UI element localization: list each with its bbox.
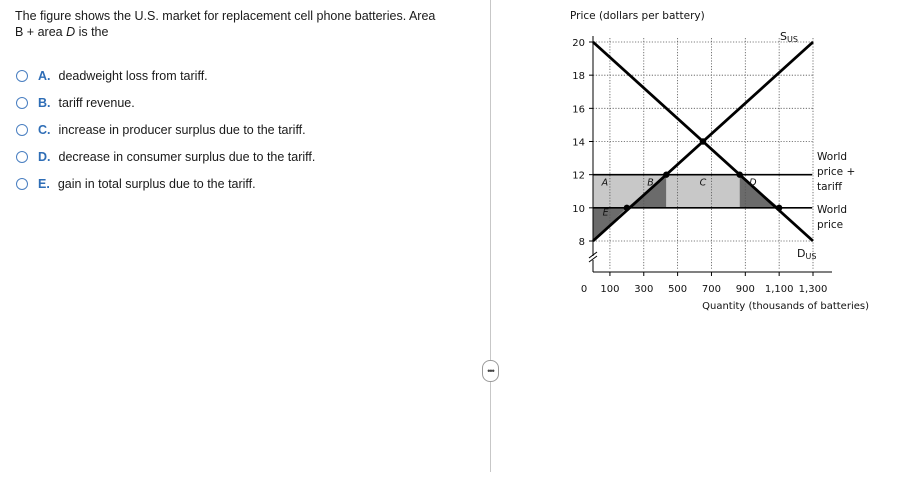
- area-label-b: B: [647, 177, 654, 189]
- radio-button-icon[interactable]: [16, 70, 28, 82]
- y-tick-label-10: 10: [572, 203, 585, 215]
- option-text: tariff revenue.: [58, 95, 135, 110]
- world-price-plus-tariff-label: tariff: [817, 181, 843, 193]
- tariff-chart: [492, 0, 918, 472]
- radio-button-icon[interactable]: [16, 97, 28, 109]
- y-tick-label-18: 18: [572, 71, 585, 83]
- x-tick-label-700: 700: [701, 284, 722, 295]
- y-tick-label-14: 14: [572, 137, 585, 149]
- intersection-point-2: [776, 205, 782, 211]
- option-letter: A.: [38, 68, 51, 83]
- y-tick-label-20: 20: [572, 38, 585, 49]
- demand-curve-label: DUS: [797, 247, 817, 261]
- origin-label: 0: [580, 284, 588, 295]
- radio-button-icon[interactable]: [16, 124, 28, 136]
- option-text: decrease in consumer surplus due to the tariff.: [58, 149, 316, 164]
- pane-divider[interactable]: [490, 0, 491, 472]
- world-price-plus-tariff-label: World: [817, 151, 848, 163]
- option-letter: B.: [38, 95, 51, 110]
- radio-button-icon[interactable]: [16, 178, 28, 190]
- supply-curve-label: SUS: [780, 30, 798, 44]
- question-line-1: The figure shows the U.S. market for replacement cell phone batteries. Area: [15, 9, 436, 23]
- world-price-label: price: [817, 219, 844, 231]
- x-tick-label-900: 900: [735, 284, 755, 295]
- tariff-figure: [492, 0, 918, 472]
- question-line-2-area: D: [66, 25, 76, 39]
- answer-options: [16, 62, 315, 197]
- option-b[interactable]: [16, 89, 315, 116]
- y-tick-label-12: 12: [572, 170, 585, 182]
- option-c[interactable]: [16, 116, 315, 143]
- intersection-point-1: [624, 205, 630, 211]
- question-line-2-suffix: is the: [75, 25, 109, 39]
- x-tick-label-1100: 1,100: [764, 284, 794, 295]
- x-tick-label-300: 300: [634, 284, 654, 295]
- option-letter: C.: [38, 122, 51, 137]
- option-letter: D.: [38, 149, 51, 164]
- option-d[interactable]: [16, 143, 315, 170]
- question-line-2-prefix: B + area: [15, 25, 67, 39]
- option-e[interactable]: [16, 170, 315, 197]
- area-label-e: E: [602, 207, 609, 219]
- option-text: increase in producer surplus due to the tariff.: [58, 122, 306, 137]
- world-price-plus-tariff-label: price +: [817, 166, 856, 178]
- intersection-point-5: [700, 138, 706, 144]
- area-label-d: D: [749, 177, 757, 189]
- intersection-point-3: [663, 171, 669, 177]
- option-text: gain in total surplus due to the tariff.: [57, 176, 256, 191]
- world-price-label: World: [817, 204, 848, 216]
- y-axis-label: Price (dollars per battery): [570, 10, 705, 22]
- option-a[interactable]: [16, 62, 315, 89]
- x-axis-label: Quantity (thousands of batteries): [702, 301, 869, 312]
- option-text: deadweight loss from tariff.: [58, 68, 208, 83]
- ellipsis-icon: •••: [487, 365, 494, 376]
- y-tick-label-16: 16: [572, 104, 585, 116]
- y-tick-label-8: 8: [578, 237, 585, 248]
- question-text: [15, 8, 475, 40]
- x-tick-label-1300: 1,300: [798, 284, 828, 295]
- intersection-point-4: [736, 171, 742, 177]
- x-tick-label-500: 500: [668, 284, 688, 295]
- area-label-a: A: [601, 177, 609, 189]
- option-letter: E.: [38, 176, 50, 191]
- x-tick-label-100: 100: [600, 284, 620, 295]
- radio-button-icon[interactable]: [16, 151, 28, 163]
- area-label-c: C: [699, 177, 707, 189]
